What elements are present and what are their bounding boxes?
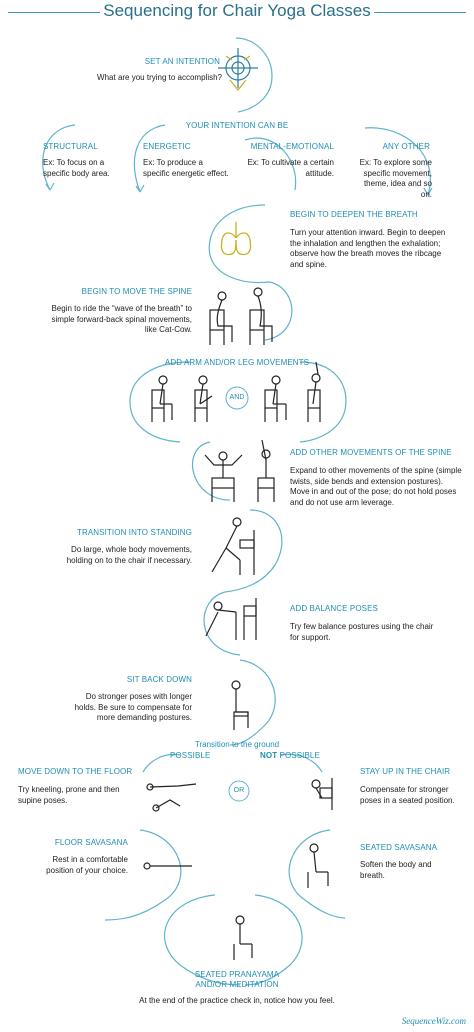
- figure-cat-cow: [210, 288, 272, 345]
- arc-spine: [265, 282, 292, 340]
- label-transition-ground: Transition to the ground: [194, 740, 280, 749]
- text-balance: Try few balance postures using the chair for support.: [290, 622, 434, 642]
- figure-floor-savasana: [144, 863, 192, 869]
- arc-intention: [236, 38, 272, 112]
- heading-mental-emotional: MENTAL-EMOTIONAL: [250, 142, 334, 151]
- figure-seated-savasana: [308, 844, 328, 888]
- heading-floor-savasana: FLOOR SAVASANA: [54, 838, 128, 847]
- text-floor-savasana: Rest in a comfortable position of your choice.: [46, 855, 128, 875]
- figure-balance: [206, 598, 256, 640]
- arc-other-spine: [193, 442, 230, 500]
- sequencewiz-logo[interactable]: SequenceWiz.com: [401, 1016, 466, 1026]
- text-sit-back: Do stronger poses with longer holds. Be sure to compensate for more demanding postures.: [74, 692, 192, 722]
- figure-chair-forward: [312, 778, 332, 810]
- label-not-possible-tail: POSSIBLE: [277, 751, 320, 760]
- label-or: OR: [233, 787, 245, 794]
- text-structural: Ex: To focus on a specific body area.: [43, 158, 110, 178]
- heading-seated-savasana: SEATED SAVASANA: [360, 843, 438, 852]
- heading-standing: TRANSITION INTO STANDING: [77, 528, 192, 537]
- heading-set-intention: SET AN INTENTION: [144, 57, 220, 66]
- figure-pranayama: [234, 916, 252, 960]
- figure-sit: [232, 681, 248, 730]
- heading-structural: STRUCTURAL: [43, 142, 98, 151]
- label-not: NOT: [260, 751, 278, 760]
- text-any-other: Ex: To explore some specific movement, theme, idea and so on.: [359, 158, 432, 199]
- figure-twist: [205, 440, 274, 502]
- heading-move-spine: BEGIN TO MOVE THE SPINE: [81, 287, 192, 296]
- page-title: Sequencing for Chair Yoga Classes: [103, 1, 371, 20]
- arc-balance: [204, 592, 240, 655]
- text-energetic: Ex: To produce a specific energetic effect.: [143, 158, 229, 178]
- text-seated-savasana: Soften the body and breath.: [360, 860, 432, 880]
- text-mental-emotional: Ex: To cultivate a certain attitude.: [247, 158, 334, 178]
- text-pranayama: At the end of the practice check in, notice how you feel.: [139, 996, 335, 1005]
- heading-intention-can-be: YOUR INTENTION CAN BE: [185, 121, 289, 130]
- text-other-spine: Expand to other movements of the spine (simple twists, side bends and extension postures). Move in and out of the pose; do not hold poses and do not use arm leverage.: [290, 466, 462, 507]
- figure-standing: [212, 518, 254, 575]
- heading-any-other: ANY OTHER: [382, 142, 430, 151]
- arc-breath: [209, 205, 270, 283]
- arc-arm-right: [300, 362, 346, 442]
- heading-arm-leg: ADD ARM AND/OR LEG MOVEMENTS: [164, 358, 310, 367]
- heading-balance: ADD BALANCE POSES: [290, 604, 378, 613]
- text-deepen-breath: Turn your attention inward. Begin to deepen the inhalation and lengthen the exhalation; observe how the breath moves the ribcage and spine.: [290, 228, 446, 269]
- heading-energetic: ENERGETIC: [143, 142, 191, 151]
- heading-pranayama-2: AND/OR MEDITATION: [195, 980, 279, 989]
- figure-floor: [147, 784, 196, 811]
- arc-sit: [230, 660, 275, 745]
- target-icon: [218, 48, 258, 90]
- label-possible: POSSIBLE: [170, 751, 211, 760]
- heading-pranayama-1: SEATED PRANAYAMA: [194, 970, 280, 979]
- heading-other-spine: ADD OTHER MOVEMENTS OF THE SPINE: [290, 448, 452, 457]
- heading-chair: STAY UP IN THE CHAIR: [360, 767, 451, 776]
- text-set-intention: What are you trying to accomplish?: [97, 73, 222, 82]
- text-standing: Do large, whole body movements, holding on to the chair if necessary.: [66, 545, 192, 565]
- text-move-spine: Begin to ride the “wave of the breath” to simple forward-back spinal movements, like Cat-Cow.: [51, 304, 192, 334]
- lungs-icon: [221, 222, 250, 254]
- heading-deepen-breath: BEGIN TO DEEPEN THE BREATH: [290, 210, 418, 219]
- heading-floor: MOVE DOWN TO THE FLOOR: [18, 767, 133, 776]
- label-not-possible: [260, 751, 320, 760]
- arc-chair: [289, 830, 345, 918]
- text-chair: Compensate for stronger poses in a seated position.: [360, 785, 455, 805]
- label-and: AND: [229, 394, 245, 401]
- heading-sit-back: SIT BACK DOWN: [126, 675, 192, 684]
- text-floor: Try kneeling, prone and then supine poses.: [18, 785, 120, 805]
